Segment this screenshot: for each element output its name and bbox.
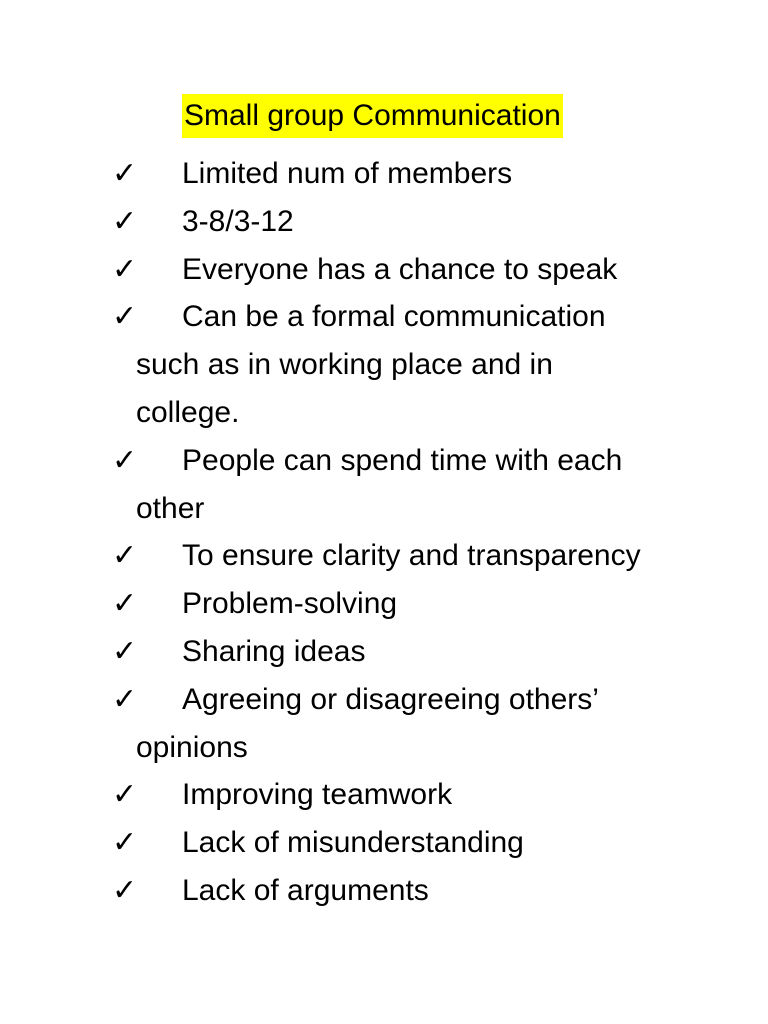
list-item-text: Limited num of members	[182, 157, 513, 190]
list-item	[0, 676, 768, 772]
check-mark-icon: ✓	[112, 777, 138, 813]
list-item-text: Can be a formal communication	[182, 300, 606, 334]
check-mark-icon: ✓	[112, 203, 138, 239]
check-mark-icon: ✓	[112, 299, 138, 335]
check-mark-icon: ✓	[112, 681, 138, 717]
list-item	[0, 150, 768, 198]
list-item-continuation: other	[136, 491, 205, 525]
list-item	[0, 532, 768, 580]
check-mark-icon: ✓	[112, 156, 138, 191]
check-mark-icon: ✓	[112, 538, 138, 574]
list-item-text: 3-8/3-12	[182, 204, 294, 238]
list-item-continuation: opinions	[136, 730, 248, 764]
check-mark-icon: ✓	[112, 872, 138, 908]
list-item-continuation: such as in working place and in	[136, 348, 553, 382]
list-item	[0, 293, 768, 436]
check-mark-icon: ✓	[112, 251, 138, 287]
list-item	[0, 819, 768, 867]
list-item-text: Agreeing or disagreeing others’	[182, 682, 599, 716]
check-mark-icon: ✓	[112, 633, 138, 669]
list-item	[0, 771, 768, 819]
list-item-text: People can spend time with each	[182, 443, 623, 477]
list-item	[0, 580, 768, 628]
title-container	[182, 94, 563, 138]
check-mark-icon: ✓	[112, 586, 138, 622]
list-item	[0, 867, 768, 915]
list-item	[0, 246, 768, 294]
list-item-text: To ensure clarity and transparency	[182, 539, 641, 573]
list-item	[0, 198, 768, 246]
list-item-text: Improving teamwork	[182, 778, 453, 812]
list-item-text: Lack of misunderstanding	[182, 826, 524, 860]
check-mark-icon: ✓	[112, 825, 138, 861]
page-title: Small group Communication	[182, 94, 563, 138]
list-item-text: Lack of arguments	[182, 873, 429, 907]
list-item-continuation: college.	[136, 395, 240, 429]
list-item	[0, 437, 768, 533]
bullet-list	[0, 150, 768, 915]
list-item-text: Problem-solving	[182, 587, 398, 621]
check-mark-icon: ✓	[112, 442, 138, 478]
list-item-text: Sharing ideas	[182, 634, 366, 668]
list-item-text: Everyone has a chance to speak	[182, 252, 618, 286]
list-item	[0, 628, 768, 676]
